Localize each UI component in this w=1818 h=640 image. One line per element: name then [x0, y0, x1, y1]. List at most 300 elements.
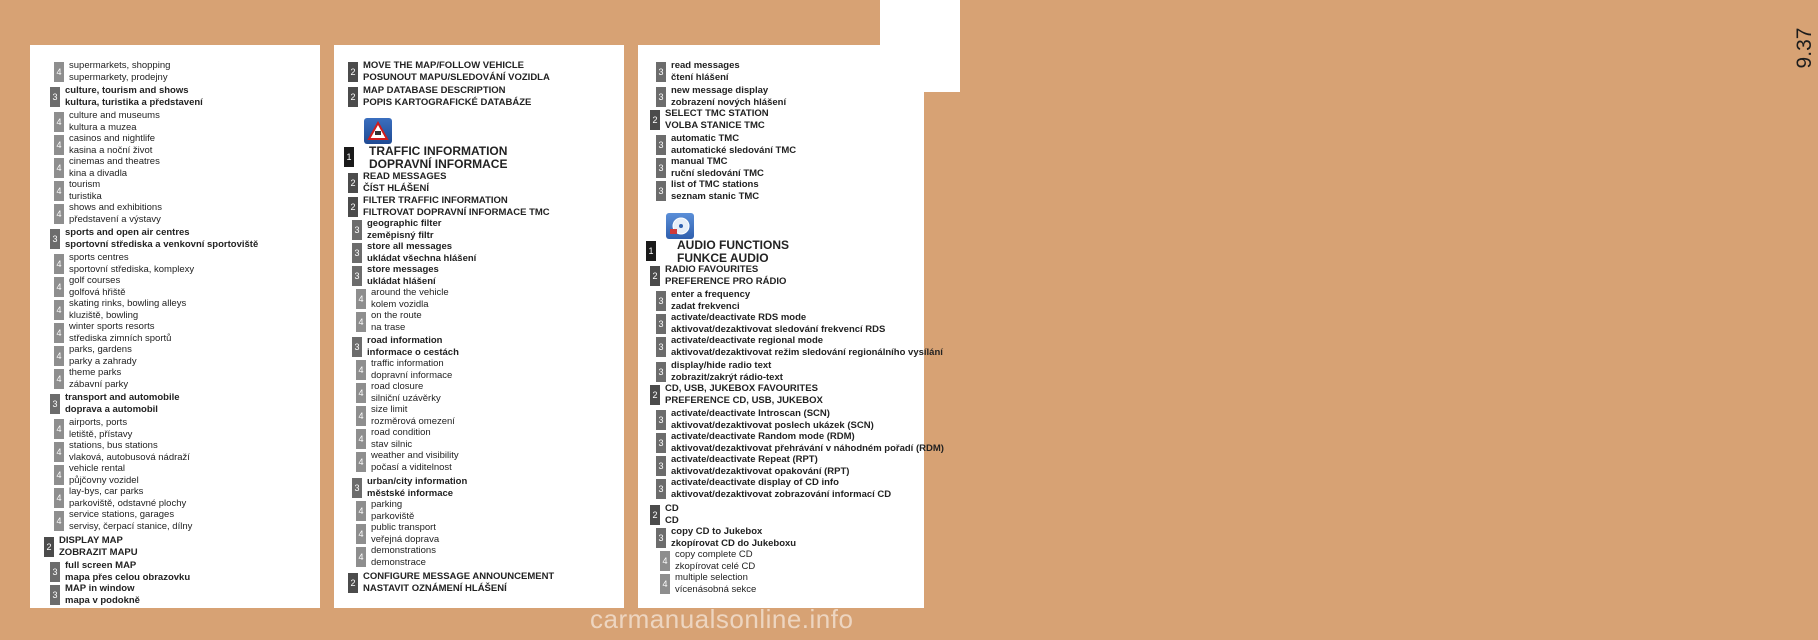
label-english: list of TMC stations	[671, 179, 759, 190]
label-czech: doprava a automobil	[65, 404, 158, 415]
level-badge: 4	[356, 452, 366, 472]
menu-item	[54, 179, 102, 203]
menu-item-label	[677, 239, 789, 265]
menu-item	[656, 408, 874, 432]
label-english: store messages	[367, 264, 439, 275]
menu-item	[656, 312, 885, 336]
label-english: weather and visibility	[371, 450, 459, 461]
menu-item-label	[69, 463, 139, 487]
label-czech: POPIS KARTOGRAFICKÉ DATABÁZE	[363, 97, 532, 108]
level-badge: 3	[656, 314, 666, 334]
level-badge: 3	[656, 181, 666, 201]
label-english: supermarkets, shopping	[69, 60, 171, 71]
menu-item-label	[363, 171, 446, 195]
label-czech: silniční uzávěrky	[371, 393, 441, 404]
menu-item	[352, 335, 459, 359]
menu-column-3	[638, 45, 944, 608]
label-english: culture, tourism and shows	[65, 85, 189, 96]
level-badge: 2	[348, 173, 358, 193]
level-badge: 2	[348, 87, 358, 107]
label-czech: supermarkety, prodejny	[69, 72, 168, 83]
menu-item-label	[367, 335, 459, 359]
menu-item	[356, 545, 436, 569]
label-czech: kultura, turistika a představení	[65, 97, 203, 108]
label-czech: aktivovat/dezaktivovat režim sledování regionálního vysílání	[671, 347, 943, 358]
level-badge: 2	[348, 62, 358, 82]
level-badge: 3	[656, 528, 666, 548]
label-czech: golfová hřiště	[69, 287, 126, 298]
menu-item	[54, 463, 139, 487]
label-english: parking	[371, 499, 403, 510]
menu-item	[356, 358, 452, 382]
label-english: activate/deactivate RDS mode	[671, 312, 807, 323]
label-english: activate/deactivate Random mode (RDM)	[671, 431, 855, 442]
menu-item-label	[367, 241, 476, 265]
menu-item-label	[69, 252, 194, 276]
label-english: read messages	[671, 60, 740, 71]
label-czech: zkopírovat celé CD	[675, 561, 756, 572]
level-badge: 4	[54, 204, 64, 224]
level-badge: 3	[50, 87, 60, 107]
label-czech: PREFERENCE CD, USB, JUKEBOX	[665, 395, 823, 406]
label-czech: zkopírovat CD do Jukeboxu	[671, 538, 797, 549]
label-english: activate/deactivate regional mode	[671, 335, 824, 346]
label-english: MAP DATABASE DESCRIPTION	[363, 85, 506, 96]
menu-item-label	[675, 572, 756, 596]
level-badge: 4	[54, 419, 64, 439]
menu-item	[348, 571, 554, 595]
level-badge: 4	[356, 547, 366, 567]
menu-item-label	[665, 264, 786, 288]
label-czech: zadat frekvenci	[671, 301, 740, 312]
level-badge: 4	[660, 574, 670, 594]
menu-item	[54, 110, 160, 134]
menu-item-label	[671, 156, 764, 180]
label-czech: parky a zahrady	[69, 356, 137, 367]
level-badge: 4	[356, 289, 366, 309]
label-czech: kina a divadla	[69, 168, 128, 179]
label-english: casinos and nightlife	[69, 133, 156, 144]
level-badge: 3	[656, 337, 666, 357]
menu-item-label	[69, 321, 171, 345]
menu-item-label	[671, 454, 849, 478]
menu-item-label	[371, 287, 449, 311]
menu-item	[650, 264, 786, 288]
label-english: store all messages	[367, 241, 453, 252]
watermark: carmanualsonline.info	[590, 604, 854, 634]
menu-item	[660, 549, 755, 573]
label-czech: letiště, přístavy	[69, 429, 133, 440]
menu-item-label	[69, 202, 162, 226]
label-czech: seznam stanic TMC	[671, 191, 760, 202]
label-english: on the route	[371, 310, 422, 321]
level-badge: 2	[650, 505, 660, 525]
menu-item	[54, 440, 190, 464]
menu-item	[50, 560, 190, 584]
menu-item	[356, 499, 414, 523]
menu-item	[54, 367, 128, 391]
level-badge: 4	[54, 300, 64, 320]
menu-item	[656, 133, 796, 157]
label-czech: aktivovat/dezaktivovat přehrávání v náhodném pořadí (RDM)	[671, 443, 944, 454]
menu-item	[54, 509, 192, 533]
level-badge: 4	[356, 360, 366, 380]
label-czech: POSUNOUT MAPU/SLEDOVÁNÍ VOZIDLA	[363, 72, 550, 83]
menu-item-label	[671, 477, 891, 501]
label-english: CONFIGURE MESSAGE ANNOUNCEMENT	[363, 571, 555, 582]
menu-item	[656, 179, 759, 203]
menu-item-label	[69, 133, 155, 157]
label-czech: kolem vozidla	[371, 299, 429, 310]
menu-item	[54, 60, 170, 84]
menu-item-label	[65, 560, 190, 584]
label-czech: demonstrace	[371, 557, 426, 568]
label-czech: vícenásobná sekce	[675, 584, 757, 595]
page-number	[1792, 10, 1818, 86]
label-czech: dopravní informace	[371, 370, 453, 381]
label-english: golf courses	[69, 275, 121, 286]
menu-item	[50, 392, 180, 416]
label-czech: aktivovat/dezaktivovat opakování (RPT)	[671, 466, 850, 477]
label-czech: ukládat hlášení	[367, 276, 436, 287]
menu-item	[344, 145, 507, 171]
menu-item-label	[59, 535, 138, 559]
label-english: CD	[665, 503, 679, 514]
label-czech: na trase	[371, 322, 406, 333]
menu-item	[356, 404, 455, 428]
menu-item	[50, 85, 203, 109]
level-badge: 4	[54, 277, 64, 297]
label-czech: počasí a viditelnost	[371, 462, 452, 473]
label-english: full screen MAP	[65, 560, 137, 571]
level-badge: 4	[54, 323, 64, 343]
menu-item	[54, 252, 194, 276]
menu-item	[54, 298, 186, 322]
menu-item-label	[369, 145, 507, 171]
menu-column-2	[334, 45, 624, 608]
menu-item-label	[363, 60, 550, 84]
label-english: public transport	[371, 522, 436, 533]
menu-item	[348, 171, 446, 195]
menu-item-label	[363, 571, 554, 595]
page-number-text: 9.37	[1793, 27, 1816, 69]
menu-item	[656, 360, 783, 384]
menu-item-label	[371, 545, 436, 569]
label-english: road information	[367, 335, 443, 346]
label-czech: DOPRAVNÍ INFORMACE	[369, 157, 508, 171]
menu-item	[356, 381, 441, 405]
menu-item-label	[371, 427, 431, 451]
label-english: CD, USB, JUKEBOX FAVOURITES	[665, 383, 818, 394]
level-badge: 3	[352, 220, 362, 240]
menu-item-label	[69, 440, 190, 464]
level-badge: 3	[656, 62, 666, 82]
level-badge: 4	[660, 551, 670, 571]
menu-item-label	[371, 522, 439, 546]
level-badge: 2	[348, 197, 358, 217]
level-badge: 4	[356, 501, 366, 521]
label-czech: čtení hlášení	[671, 72, 729, 83]
menu-item	[656, 335, 943, 359]
menu-column-1	[30, 45, 320, 608]
label-english: copy complete CD	[675, 549, 753, 560]
menu-item	[356, 310, 422, 334]
menu-item	[646, 239, 789, 265]
menu-item	[656, 526, 796, 550]
menu-item	[656, 454, 849, 478]
label-english: copy CD to Jukebox	[671, 526, 763, 537]
label-czech: představení a výstavy	[69, 214, 161, 225]
label-english: MOVE THE MAP/FOLLOW VEHICLE	[363, 60, 524, 71]
level-badge: 3	[656, 158, 666, 178]
menu-item-label	[69, 110, 160, 134]
menu-item-label	[671, 335, 943, 359]
menu-item	[356, 522, 439, 546]
level-badge: 3	[352, 243, 362, 263]
label-czech: kultura a muzea	[69, 122, 137, 133]
menu-item-label	[371, 310, 422, 334]
menu-item-label	[363, 85, 531, 109]
menu-item-label	[69, 298, 186, 322]
level-badge: 1	[344, 147, 354, 167]
label-english: SELECT TMC STATION	[665, 108, 769, 119]
menu-item-label	[69, 367, 128, 391]
menu-item	[656, 85, 786, 109]
menu-item-label	[671, 60, 740, 84]
menu-item-label	[671, 526, 796, 550]
level-badge: 2	[650, 110, 660, 130]
label-english: traffic information	[371, 358, 444, 369]
label-english: activate/deactivate display of CD info	[671, 477, 839, 488]
label-czech: zobrazit/zakrýt rádio-text	[671, 372, 783, 383]
menu-item-label	[69, 509, 192, 533]
menu-item-label	[69, 60, 170, 84]
label-english: culture and museums	[69, 110, 160, 121]
menu-item-label	[69, 179, 102, 203]
label-czech: aktivovat/dezaktivovat sledování frekvencí RDS	[671, 324, 886, 335]
label-english: FILTER TRAFFIC INFORMATION	[363, 195, 508, 206]
menu-item-label	[69, 275, 126, 299]
label-english: size limit	[371, 404, 408, 415]
menu-item-label	[671, 408, 874, 432]
label-english: activate/deactivate Introscan (SCN)	[671, 408, 830, 419]
label-czech: mapa přes celou obrazovku	[65, 572, 191, 583]
menu-item-label	[65, 392, 180, 416]
label-czech: kasina a noční život	[69, 145, 153, 156]
label-english: MAP in window	[65, 583, 135, 594]
label-czech: servisy, čerpací stanice, dílny	[69, 521, 193, 532]
label-english: theme parks	[69, 367, 122, 378]
menu-item	[352, 218, 441, 242]
level-badge: 4	[356, 429, 366, 449]
level-badge: 3	[352, 337, 362, 357]
menu-item	[50, 227, 258, 251]
level-badge: 3	[50, 585, 60, 605]
label-english: parks, gardens	[69, 344, 132, 355]
label-czech: VOLBA STANICE TMC	[665, 120, 765, 131]
label-czech: kluziště, bowling	[69, 310, 139, 321]
menu-item	[54, 156, 160, 180]
menu-item-label	[671, 179, 759, 203]
level-badge: 4	[356, 524, 366, 544]
menu-item	[656, 431, 944, 455]
level-badge: 2	[348, 573, 358, 593]
menu-item-label	[675, 549, 755, 573]
label-czech: FILTROVAT DOPRAVNÍ INFORMACE TMC	[363, 207, 550, 218]
menu-item-label	[665, 108, 769, 132]
label-czech: aktivovat/dezaktivovat poslech ukázek (SCN)	[671, 420, 874, 431]
label-czech: mapa v podokně	[65, 595, 140, 606]
level-badge: 4	[54, 488, 64, 508]
menu-item	[656, 156, 764, 180]
level-badge: 3	[50, 394, 60, 414]
menu-item-label	[671, 431, 944, 455]
menu-item-label	[65, 227, 258, 251]
menu-item-label	[69, 344, 137, 368]
label-english: new message display	[671, 85, 769, 96]
menu-item-label	[671, 360, 783, 384]
menu-item	[650, 108, 769, 132]
label-english: stations, bus stations	[69, 440, 158, 451]
label-english: road condition	[371, 427, 431, 438]
label-english: activate/deactivate Repeat (RPT)	[671, 454, 818, 465]
menu-item	[54, 344, 137, 368]
label-english: DISPLAY MAP	[59, 535, 123, 546]
menu-item	[352, 264, 439, 288]
label-czech: PREFERENCE PRO RÁDIO	[665, 276, 787, 287]
menu-item-label	[665, 503, 679, 527]
label-czech: veřejná doprava	[371, 534, 440, 545]
label-czech: sportovní střediska, komplexy	[69, 264, 195, 275]
label-english: shows and exhibitions	[69, 202, 162, 213]
menu-item	[356, 427, 431, 451]
level-badge: 3	[656, 135, 666, 155]
menu-item	[348, 60, 550, 84]
menu-item-label	[367, 218, 441, 242]
menu-item-label	[371, 450, 459, 474]
label-english: READ MESSAGES	[363, 171, 447, 182]
menu-item	[348, 85, 531, 109]
label-english: manual TMC	[671, 156, 728, 167]
label-czech: informace o cestách	[367, 347, 459, 358]
menu-item	[352, 241, 476, 265]
menu-item	[656, 289, 750, 313]
level-badge: 2	[650, 266, 660, 286]
label-czech: aktivovat/dezaktivovat zobrazování informací CD	[671, 489, 892, 500]
label-english: lay-bys, car parks	[69, 486, 144, 497]
label-czech: ruční sledování TMC	[671, 168, 764, 179]
label-czech: zobrazení nových hlášení	[671, 97, 787, 108]
level-badge: 4	[54, 369, 64, 389]
label-czech: ukládat všechna hlášení	[367, 253, 477, 264]
label-english: winter sports resorts	[69, 321, 155, 332]
label-czech: půjčovny vozidel	[69, 475, 139, 486]
label-english: display/hide radio text	[671, 360, 772, 371]
label-english: around the vehicle	[371, 287, 449, 298]
label-czech: střediska zimních sportů	[69, 333, 172, 344]
label-czech: FUNKCE AUDIO	[677, 251, 769, 265]
menu-item-label	[665, 383, 823, 407]
level-badge: 4	[54, 158, 64, 178]
menu-item-label	[671, 85, 786, 109]
label-czech: CD	[665, 515, 679, 526]
label-czech: zeměpisný filtr	[367, 230, 434, 241]
level-badge: 4	[54, 135, 64, 155]
menu-item-label	[367, 264, 439, 288]
label-czech: sportovní střediska a venkovní sportoviště	[65, 239, 259, 250]
level-badge: 1	[646, 241, 656, 261]
menu-item-label	[371, 358, 452, 382]
label-czech: rozměrová omezení	[371, 416, 455, 427]
menu-item	[650, 383, 823, 407]
label-czech: ČÍST HLÁŠENÍ	[363, 183, 429, 194]
menu-item	[54, 275, 126, 299]
menu-item-label	[671, 312, 885, 336]
level-badge: 4	[356, 312, 366, 332]
label-english: transport and automobile	[65, 392, 180, 403]
label-english: demonstrations	[371, 545, 436, 556]
label-english: road closure	[371, 381, 424, 392]
menu-item	[54, 486, 186, 510]
level-badge: 4	[54, 112, 64, 132]
menu-item	[656, 477, 891, 501]
level-badge: 4	[54, 181, 64, 201]
menu-item-label	[371, 381, 441, 405]
level-badge: 3	[656, 87, 666, 107]
menu-item	[54, 133, 155, 157]
level-badge: 3	[656, 456, 666, 476]
traffic-info-icon	[364, 118, 392, 144]
level-badge: 3	[50, 562, 60, 582]
menu-item-label	[371, 499, 414, 523]
audio-cd-icon	[666, 213, 694, 239]
label-english: RADIO FAVOURITES	[665, 264, 759, 275]
menu-item	[352, 476, 467, 500]
label-english: geographic filter	[367, 218, 442, 229]
label-czech: vlaková, autobusová nádraží	[69, 452, 190, 463]
level-badge: 2	[650, 385, 660, 405]
menu-item-label	[671, 289, 750, 313]
level-badge: 3	[656, 410, 666, 430]
label-english: automatic TMC	[671, 133, 740, 144]
level-badge: 4	[54, 465, 64, 485]
level-badge: 3	[656, 433, 666, 453]
level-badge: 4	[54, 442, 64, 462]
level-badge: 4	[54, 511, 64, 531]
label-english: AUDIO FUNCTIONS	[677, 238, 789, 252]
level-badge: 3	[352, 478, 362, 498]
level-badge: 4	[356, 406, 366, 426]
menu-item-label	[363, 195, 550, 219]
label-english: TRAFFIC INFORMATION	[369, 144, 508, 158]
menu-item-label	[65, 85, 203, 109]
menu-item-label	[69, 417, 132, 441]
menu-item	[348, 195, 550, 219]
menu-item	[656, 60, 740, 84]
level-badge: 3	[352, 266, 362, 286]
menu-item	[356, 287, 449, 311]
level-badge: 3	[656, 291, 666, 311]
label-english: tourism	[69, 179, 101, 190]
label-english: airports, ports	[69, 417, 128, 428]
menu-item-label	[65, 583, 140, 607]
label-czech: parkoviště	[371, 511, 415, 522]
label-czech: turistika	[69, 191, 102, 202]
label-english: sports and open air centres	[65, 227, 190, 238]
menu-item	[660, 572, 756, 596]
menu-item	[356, 450, 459, 474]
label-english: urban/city information	[367, 476, 468, 487]
